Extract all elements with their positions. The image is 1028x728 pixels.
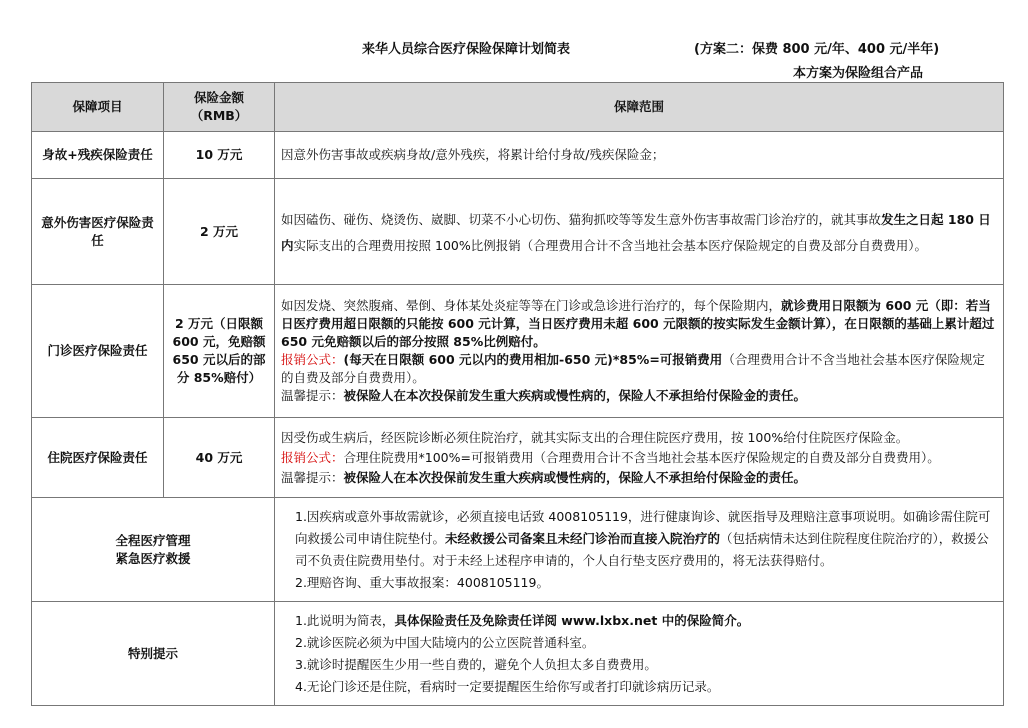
notes-n4: 4.无论门诊还是住院，看病时一定要提醒医生给你写或者打印就诊病历记录。 — [295, 678, 720, 694]
accident-scope-c: 实际支出的合理费用按照 100%比例报销（合理费用合计不含当地社会基本医疗保险规定的自费及部分自费费用）。 — [293, 237, 927, 253]
inpatient-formula-label: 报销公式： — [281, 449, 344, 465]
amount-header-line1: 保险金额 — [193, 90, 244, 105]
notes-n1-a: 1.此说明为简表， — [295, 612, 395, 628]
row-item-outpatient: 门诊医疗保险责任 — [32, 285, 164, 418]
table-row — [32, 498, 1004, 602]
row-item-accident: 意外伤害医疗保险责任 — [32, 179, 164, 285]
row-scope-outpatient — [275, 285, 1004, 418]
coverage-table — [31, 82, 1004, 706]
row-amount-death: 10 万元 — [164, 132, 275, 179]
row-amount-accident: 2 万元 — [164, 179, 275, 285]
management-p1-c: （包括病情未达到住院程度住院治疗的），救援公司不负责住院费用垫付。对于未经上述程序申请的，个人自行垫支医疗费用的，将无法获得赔付。 — [295, 530, 989, 568]
inpatient-scope-a: 因受伤或生病后，经医院诊断必须住院治疗，就其实际支出的合理住院医疗费用，按 100%给付住院医疗保险金。 — [281, 429, 909, 445]
accident-scope-b: 发生之日起 180 日内 — [281, 211, 991, 253]
management-p1-b: 未经救援公司备案且未经门诊治而直接入院治疗的 — [445, 530, 721, 546]
accident-scope-a: 如因磕伤、碰伤、烧烫伤、崴脚、切菜不小心切伤、猫狗抓咬等等发生意外伤害事故需门诊治疗的，就其事故 — [281, 211, 882, 227]
table-row — [32, 179, 1004, 285]
management-item-line1: 全程医疗管理 — [115, 532, 191, 548]
row-scope-notes — [275, 602, 1004, 706]
row-item-management — [32, 498, 275, 602]
management-p1-a: 1.因疾病或意外事故需就诊，必须直接电话致 4008105119，进行健康询诊、就医指导及理赔注意事项说明。如确诊需住院可向救援公司申请住院垫付。 — [295, 508, 991, 546]
outpatient-formula-label: 报销公式： — [281, 352, 344, 367]
inpatient-tip-label: 温馨提示： — [281, 469, 344, 485]
row-item-notes: 特别提示 — [32, 602, 275, 706]
row-amount-outpatient: 2 万元（日限额 600 元，免赔额 650 元以后的部分 85%赔付） — [164, 285, 275, 418]
outpatient-formula-note: （合理费用合计不含当地社会基本医疗保险规定的自费及部分自费费用）。 — [281, 352, 985, 385]
management-item-line2: 紧急医疗救援 — [115, 550, 191, 566]
inpatient-formula-text: 合理住院费用*100%=可报销费用（合理费用合计不含当地社会基本医疗保险规定的自费及部分自费费用）。 — [343, 449, 940, 465]
row-scope-accident — [275, 179, 1004, 285]
row-scope-inpatient — [275, 418, 1004, 498]
table-row — [32, 418, 1004, 498]
column-header-amount — [164, 83, 275, 132]
notes-n3: 3.就诊时提醒医生少用一些自费的，避免个人负担太多自费费用。 — [295, 656, 657, 672]
page-subtitle: 本方案为保险组合产品 — [793, 66, 924, 81]
amount-header-line2: （RMB） — [190, 108, 248, 123]
table-row — [32, 132, 1004, 179]
plan-label: (方案二：保费 800 元/年、400 元/半年) — [694, 42, 940, 57]
row-item-inpatient: 住院医疗保险责任 — [32, 418, 164, 498]
inpatient-tip-text: 被保险人在本次投保前发生重大疾病或慢性病的，保险人不承担给付保险金的责任。 — [343, 469, 807, 485]
outpatient-scope-b: 就诊费用日限额为 600 元（即：若当日医疗费用超日限额的只能按 600 元计算，当日医疗费用未超 600 元限额的按实际发生金额计算），在日限额的基础上累计超过 650 元免赔额以后的部分按照 85%比例赔付。 — [281, 298, 995, 349]
row-scope-management — [275, 498, 1004, 602]
outpatient-tip-label: 温馨提示： — [281, 388, 344, 403]
notes-n2: 2.就诊医院必须为中国大陆境内的公立医院普通科室。 — [295, 634, 595, 650]
row-scope-death: 因意外伤害事故或疾病身故/意外残疾，将累计给付身故/残疾保险金； — [275, 132, 1004, 179]
table-row — [32, 285, 1004, 418]
outpatient-formula-main: (每天在日限额 600 元以内的费用相加-650 元)*85%=可报销费用 — [343, 352, 723, 367]
management-p2: 2.理赔咨询、重大事故报案：4008105119。 — [295, 574, 549, 590]
table-header-row — [32, 83, 1004, 132]
row-amount-inpatient: 40 万元 — [164, 418, 275, 498]
title-row — [0, 38, 1028, 60]
table-row — [32, 602, 1004, 706]
page-title: 来华人员综合医疗保险保障计划简表 — [362, 42, 571, 57]
column-header-scope: 保障范围 — [275, 83, 1004, 132]
column-header-item: 保障项目 — [32, 83, 164, 132]
outpatient-scope-a: 如因发烧、突然腹痛、晕倒、身体某处炎症等等在门诊或急诊进行治疗的，每个保险期内， — [281, 298, 782, 313]
row-item-death: 身故+残疾保险责任 — [32, 132, 164, 179]
outpatient-tip-text: 被保险人在本次投保前发生重大疾病或慢性病的，保险人不承担给付保险金的责任。 — [343, 388, 807, 403]
notes-n1-b: 具体保险责任及免除责任详阅 www.lxbx.net 中的保险简介。 — [394, 612, 750, 628]
